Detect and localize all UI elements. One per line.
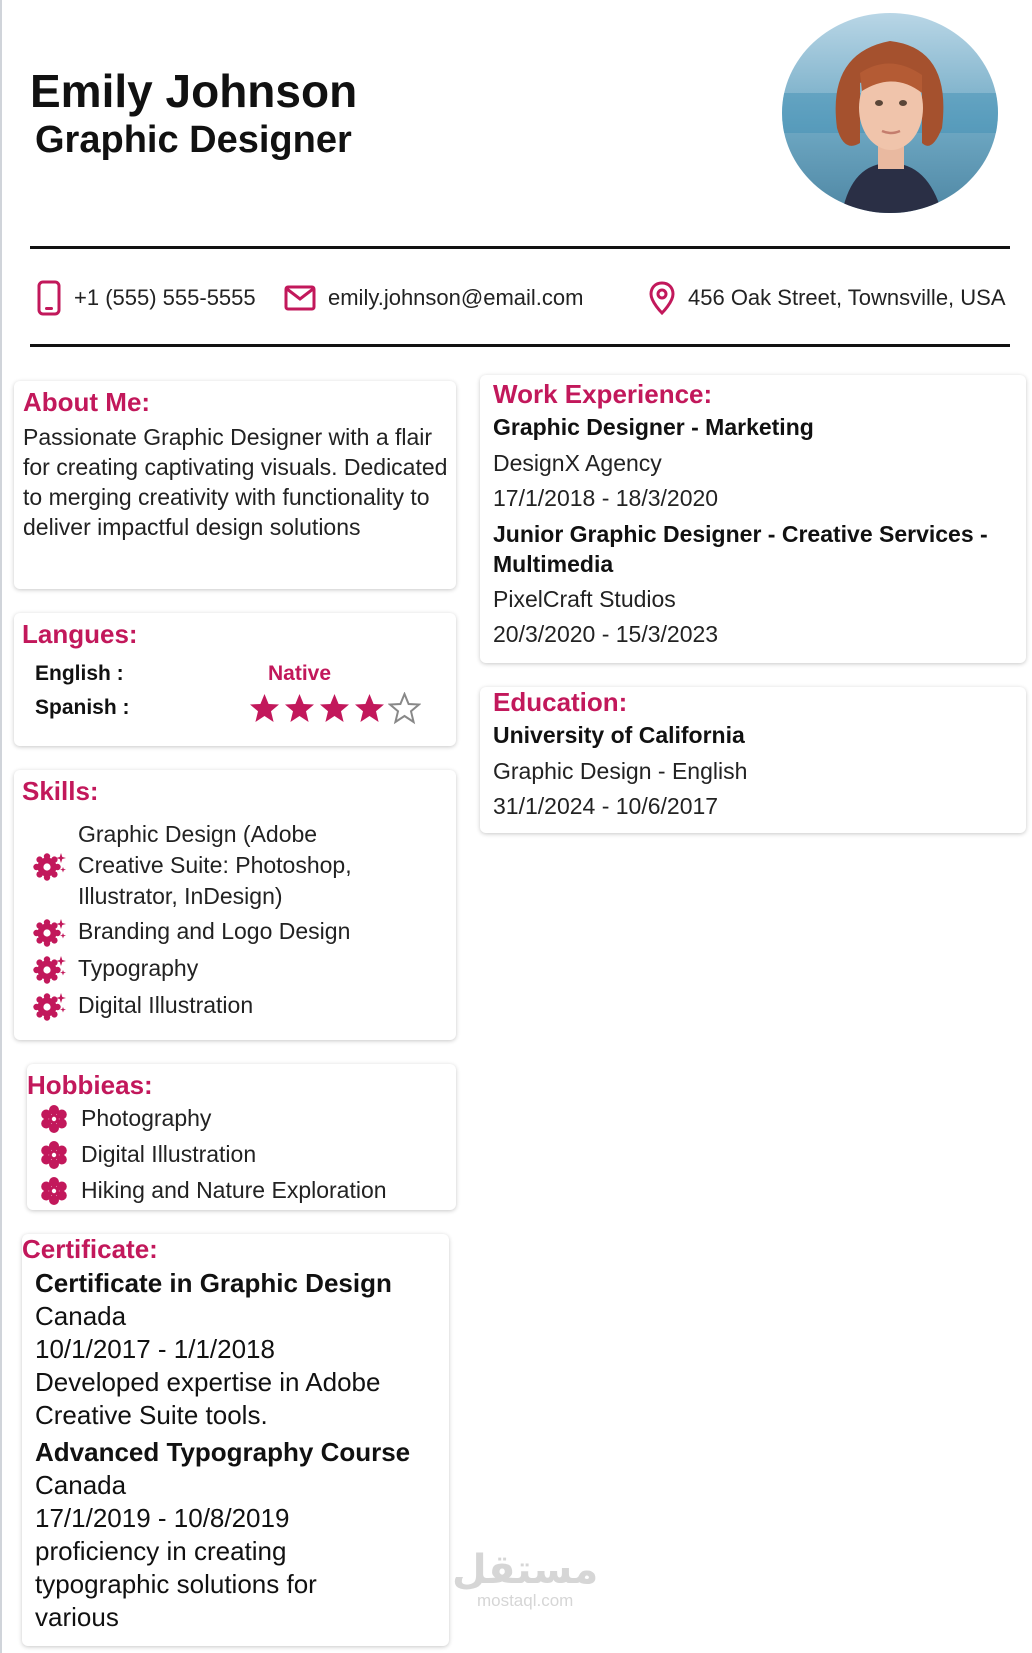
- education-program: Graphic Design - English: [493, 758, 748, 784]
- gear-sparkle-icon: [22, 991, 78, 1021]
- email-address: emily.johnson@email.com: [328, 285, 584, 310]
- languages-heading: Langues:: [22, 619, 138, 649]
- education-dates: 31/1/2024 - 10/6/2017: [493, 793, 719, 819]
- star-filled-icon: [248, 692, 281, 725]
- education-card: [480, 687, 1026, 833]
- watermark-latin: mostaql.com: [476, 1591, 574, 1610]
- language-name: English :: [35, 662, 124, 685]
- experience-dates: 20/3/2020 - 15/3/2023: [493, 621, 719, 647]
- languages-card: [14, 613, 456, 746]
- language-level: Native: [268, 662, 332, 685]
- header-divider: [30, 246, 1010, 249]
- flower-icon: [27, 1176, 81, 1206]
- star-filled-icon: [283, 692, 316, 725]
- experience-dates: 17/1/2018 - 18/3/2020: [493, 485, 719, 511]
- contact-divider: [30, 344, 1010, 347]
- street-address: 456 Oak Street, Townsville, USA: [688, 285, 1006, 310]
- language-rating: [248, 692, 423, 725]
- profile-photo: [782, 13, 998, 213]
- hobby-item: Digital Illustration: [27, 1139, 448, 1170]
- phone-icon: [36, 280, 62, 316]
- email-icon: [284, 285, 316, 311]
- certificate-place: Canada: [35, 1301, 127, 1331]
- flower-icon: [27, 1140, 81, 1170]
- contact-email[interactable]: [284, 280, 583, 316]
- gear-sparkle-icon: [22, 954, 78, 984]
- certificate-description: proficiency in creating typographic solutions for various: [35, 1536, 317, 1632]
- certificate-dates: 10/1/2017 - 1/1/2018: [35, 1334, 275, 1364]
- star-filled-icon: [318, 692, 351, 725]
- job-title: Graphic Designer: [35, 119, 352, 161]
- skill-item: Typography: [22, 953, 448, 984]
- hobbies-card: [27, 1064, 456, 1210]
- language-spanish-row: [22, 690, 448, 726]
- skill-item: Graphic Design (Adobe Creative Suite: Photoshop, Illustrator, InDesign): [22, 819, 448, 912]
- star-filled-icon: [353, 692, 386, 725]
- hobby-item: Hiking and Nature Exploration: [27, 1175, 448, 1206]
- gear-sparkle-icon: [22, 917, 78, 947]
- experience-card: [480, 375, 1026, 663]
- contact-phone[interactable]: [36, 280, 256, 316]
- contact-address: [648, 280, 1006, 316]
- language-name: Spanish :: [35, 696, 130, 719]
- resume-header: [30, 64, 357, 162]
- certificate-description: Developed expertise in Adobe Creative Suite tools.: [35, 1367, 381, 1430]
- person-name: Emily Johnson: [30, 65, 358, 117]
- watermark: [452, 1548, 598, 1610]
- experience-role: Junior Graphic Designer - Creative Services - Multimedia: [493, 521, 988, 577]
- experience-company: DesignX Agency: [493, 450, 662, 476]
- language-english-row: [22, 658, 448, 690]
- experience-company: PixelCraft Studios: [493, 586, 676, 612]
- star-empty-icon: [388, 692, 421, 725]
- certificate-heading: Certificate:: [22, 1234, 158, 1264]
- phone-number: +1 (555) 555-5555: [74, 285, 256, 310]
- skill-item: Branding and Logo Design: [22, 916, 448, 947]
- education-school: University of California: [493, 722, 745, 748]
- skills-heading: Skills:: [22, 776, 99, 806]
- flower-icon: [27, 1104, 81, 1134]
- hobbies-heading: Hobbieas:: [27, 1070, 153, 1100]
- page-left-border: [0, 0, 2, 1653]
- certificate-place: Canada: [35, 1470, 127, 1500]
- certificate-card: [22, 1234, 449, 1646]
- skill-item: Digital Illustration: [22, 990, 448, 1021]
- certificate-title: Advanced Typography Course: [35, 1437, 411, 1467]
- about-heading: About Me:: [23, 387, 151, 417]
- skills-card: [14, 770, 456, 1040]
- about-card: [14, 381, 456, 589]
- profile-photo-image: [782, 13, 998, 213]
- education-heading: Education:: [493, 687, 628, 717]
- experience-heading: Work Experience:: [493, 379, 713, 409]
- about-text: Passionate Graphic Designer with a flair for creating captivating visuals. Dedicated to merging creativity with functionality to deliver impactful design solutions: [23, 424, 448, 540]
- certificate-title: Certificate in Graphic Design: [35, 1268, 392, 1298]
- gear-sparkle-icon: [22, 851, 78, 881]
- certificate-dates: 17/1/2019 - 10/8/2019: [35, 1503, 290, 1533]
- experience-role: Graphic Designer - Marketing: [493, 414, 814, 440]
- watermark-arabic: مستقل: [452, 1548, 599, 1592]
- hobby-item: Photography: [27, 1103, 448, 1134]
- location-pin-icon: [648, 281, 676, 315]
